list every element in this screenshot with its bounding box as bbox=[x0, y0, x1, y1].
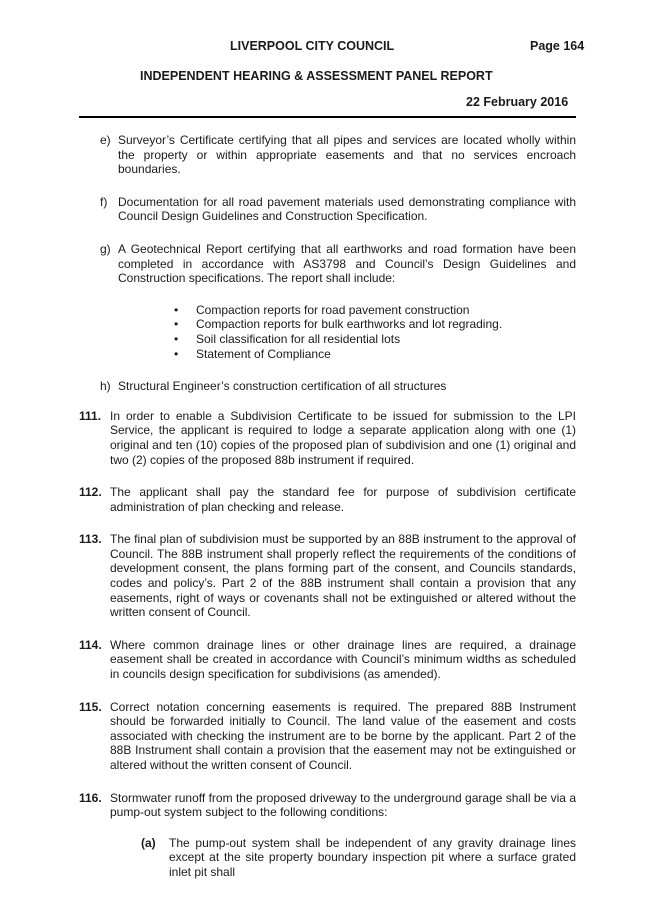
condition-115 bbox=[79, 700, 576, 773]
condition-text: The final plan of subdivision must be supported by an 88B instrument to the approval of Council. The 88B instrument shall properly reflect the requirements of the conditions of development consent, the plans forming part of the consent, and Councils standards, codes and policy’s. Part 2 of the 88B instrument shall contain a provision that any easements, right of ways or covenants shall not be extinguished or altered without the written consent of Council. bbox=[110, 532, 576, 620]
condition-text: In order to enable a Subdivision Certificate to be issued for submission to the LPI Service, the applicant is required to lodge a separate application along with one (1) original and ten (10) copies of the proposed plan of subdivision and one (1) original and two (2) copies of the proposed 88b instrument if required. bbox=[110, 408, 576, 467]
list-item: • Statement of Compliance bbox=[196, 347, 576, 362]
condition-text: Where common drainage lines or other drainage lines are required, a drainage easement shall be created in accordance with Council’s minimum widths as scheduled in councils design specification for subdivisions (as amended). bbox=[110, 637, 576, 682]
condition-number: 113. bbox=[79, 532, 102, 547]
header-divider bbox=[79, 116, 576, 118]
condition-number: 116. bbox=[79, 790, 102, 805]
condition-number: 111. bbox=[79, 408, 102, 423]
list-item: • Soil classification for all residential lots bbox=[196, 332, 576, 347]
sub-item-text: Surveyor’s Certificate certifying that all pipes and services are located wholly within the property or within appropriate easements and that no services encroach boundaries. bbox=[118, 133, 576, 177]
condition-number: 112. bbox=[79, 485, 102, 500]
sub-condition-label: (a) bbox=[141, 835, 156, 850]
sub-item-label: h) bbox=[100, 379, 111, 394]
report-contents-list bbox=[118, 303, 576, 361]
sub-item-e bbox=[79, 133, 576, 177]
report-date: 22 February 2016 bbox=[466, 95, 569, 109]
condition-text: The applicant shall pay the standard fee for purpose of subdivision certificate administration of plan checking and release. bbox=[110, 485, 576, 514]
condition-number: 115. bbox=[79, 699, 102, 714]
condition-text: Stormwater runoff from the proposed driveway to the underground garage shall be via a pump-out system subject to the following conditions: bbox=[110, 790, 576, 820]
condition-116-sub-a bbox=[110, 836, 576, 880]
condition-114 bbox=[79, 638, 576, 682]
list-item: • Compaction reports for bulk earthworks and lot regrading. bbox=[196, 317, 576, 332]
condition-112 bbox=[79, 485, 576, 514]
condition-text: Correct notation concerning easements is required. The prepared 88B Instrument should be forwarded initially to Council. The land value of the easement and costs associated with checking the instrument are to be borne by the applicant. Part 2 of the 88B Instrument shall contain a provision that the easement may not be extinguished or altered without the written consent of Council. bbox=[110, 699, 576, 772]
condition-111 bbox=[79, 409, 576, 467]
sub-item-text: Structural Engineer’s construction certification of all structures bbox=[118, 379, 447, 394]
sub-item-label: e) bbox=[100, 133, 111, 147]
sub-condition-text: The pump-out system shall be independent of any gravity drainage lines except at the site property boundary inspection pit where a surface grated inlet pit shall bbox=[169, 835, 576, 879]
sub-item-label: f) bbox=[100, 194, 108, 209]
sub-item-h bbox=[79, 379, 576, 394]
sub-item-text: Documentation for all road pavement materials used demonstrating compliance with Council Design Guidelines and Construction Specification. bbox=[118, 194, 576, 224]
list-item: • Compaction reports for road pavement construction bbox=[196, 303, 576, 318]
report-body bbox=[79, 133, 576, 898]
report-title: INDEPENDENT HEARING & ASSESSMENT PANEL REPORT bbox=[140, 69, 493, 83]
condition-113 bbox=[79, 532, 576, 620]
condition-116 bbox=[79, 791, 576, 880]
page-number: Page 164 bbox=[530, 39, 585, 53]
condition-number: 114. bbox=[79, 637, 102, 652]
sub-item-text: A Geotechnical Report certifying that all earthworks and road formation have been completed in accordance with AS3798 and Council’s Design Guidelines and Construction specifications. The report shall include: bbox=[118, 241, 576, 286]
council-name: LIVERPOOL CITY COUNCIL bbox=[230, 39, 395, 53]
sub-item-f bbox=[79, 195, 576, 224]
sub-item-g bbox=[79, 242, 576, 361]
sub-item-label: g) bbox=[100, 241, 111, 256]
